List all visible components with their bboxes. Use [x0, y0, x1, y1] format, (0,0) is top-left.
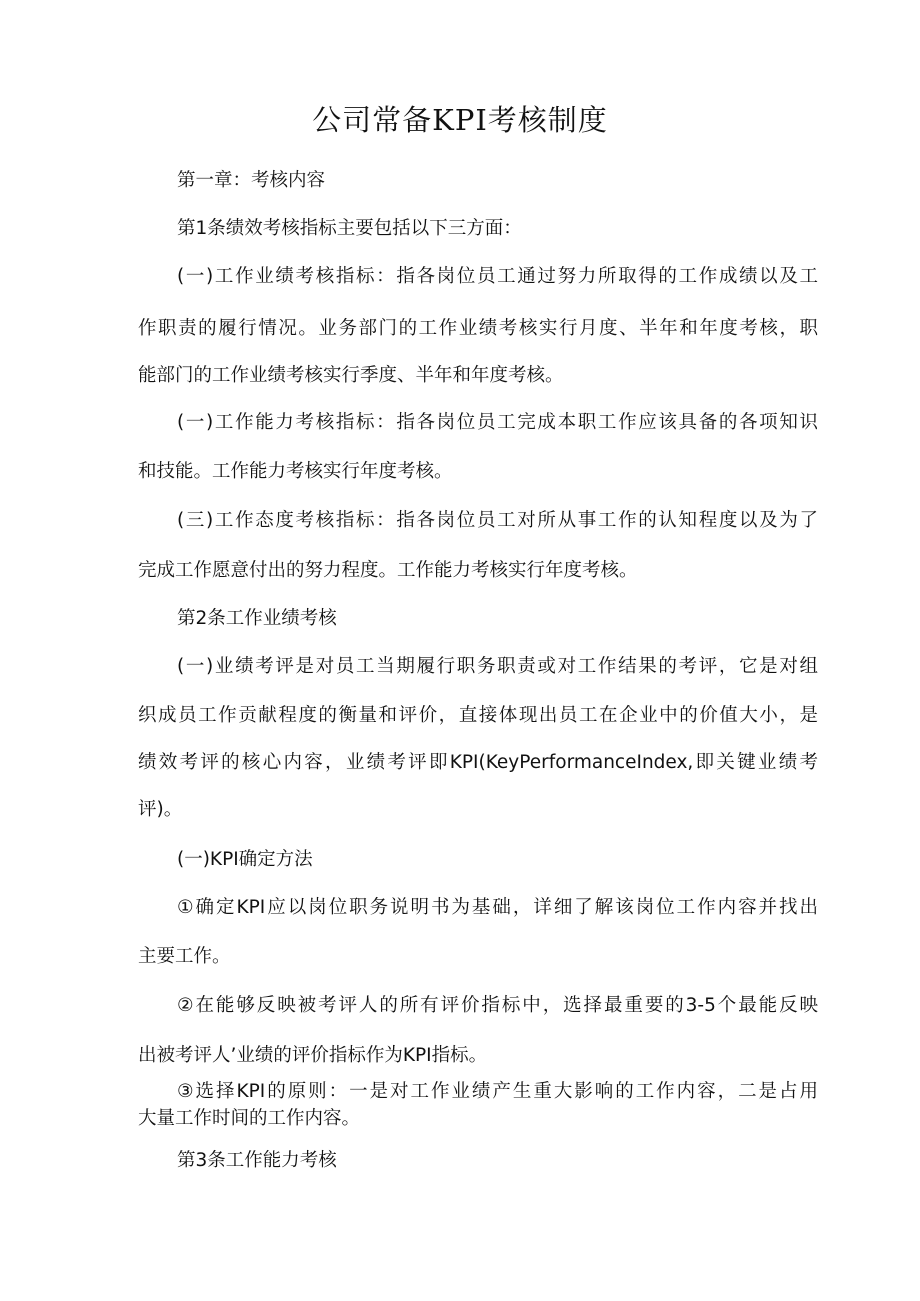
- paragraph-line: (一)工作业绩考核指标：指各岗位员工通过努力所取得的工作成绩以及工: [177, 266, 818, 287]
- paragraph-line: 绩效考评的核心内容，业绩考评即KPI(KeyPerformanceIndex,即关键业绩考: [138, 752, 818, 773]
- paragraph-line: (一)业绩考评是对员工当期履行职务职责或对工作结果的考评，它是对组: [177, 656, 818, 677]
- article-heading: 第3条工作能力考核: [177, 1150, 337, 1171]
- paragraph-line: 作职责的履行情况。业务部门的工作业绩考核实行月度、半年和年度考核，职: [138, 318, 818, 339]
- paragraph-line: ②在能够反映被考评人的所有评价指标中，选择最重要的3-5个最能反映: [177, 995, 818, 1016]
- paragraph-line: 大量工作时间的工作内容。: [138, 1108, 361, 1129]
- paragraph-line: 和技能。工作能力考核实行年度考核。: [138, 461, 453, 482]
- section-heading: (一)KPI确定方法: [177, 849, 313, 870]
- paragraph-line: 能部门的工作业绩考核实行季度、半年和年度考核。: [138, 365, 564, 386]
- article-heading: 第2条工作业绩考核: [177, 608, 337, 629]
- paragraph-line: 织成员工作贡献程度的衡量和评价，直接体现出员工在企业中的价值大小，是: [138, 705, 818, 726]
- paragraph-line: ①确定KPI应以岗位职务说明书为基础，详细了解该岗位工作内容并找出: [177, 897, 818, 918]
- paragraph-line: ③选择KPI的原则：一是对工作业绩产生重大影响的工作内容，二是占用: [177, 1081, 818, 1102]
- article-heading: 第1条绩效考核指标主要包括以下三方面：: [177, 218, 522, 239]
- document-title: 公司常备KPI考核制度: [312, 103, 608, 137]
- paragraph-line: 出被考评人’业绩的评价指标作为KPI指标。: [138, 1045, 488, 1066]
- chapter-heading: 第一章：考核内容: [177, 170, 326, 191]
- paragraph-line: 评)。: [138, 799, 183, 820]
- paragraph-line: 主要工作。: [138, 946, 231, 967]
- paragraph-line: (三)工作态度考核指标：指各岗位员工对所从事工作的认知程度以及为了: [177, 510, 818, 531]
- paragraph-line: 完成工作愿意付出的努力程度。工作能力考核实行年度考核。: [138, 560, 638, 581]
- paragraph-line: (一)工作能力考核指标：指各岗位员工完成本职工作应该具备的各项知识: [177, 412, 818, 433]
